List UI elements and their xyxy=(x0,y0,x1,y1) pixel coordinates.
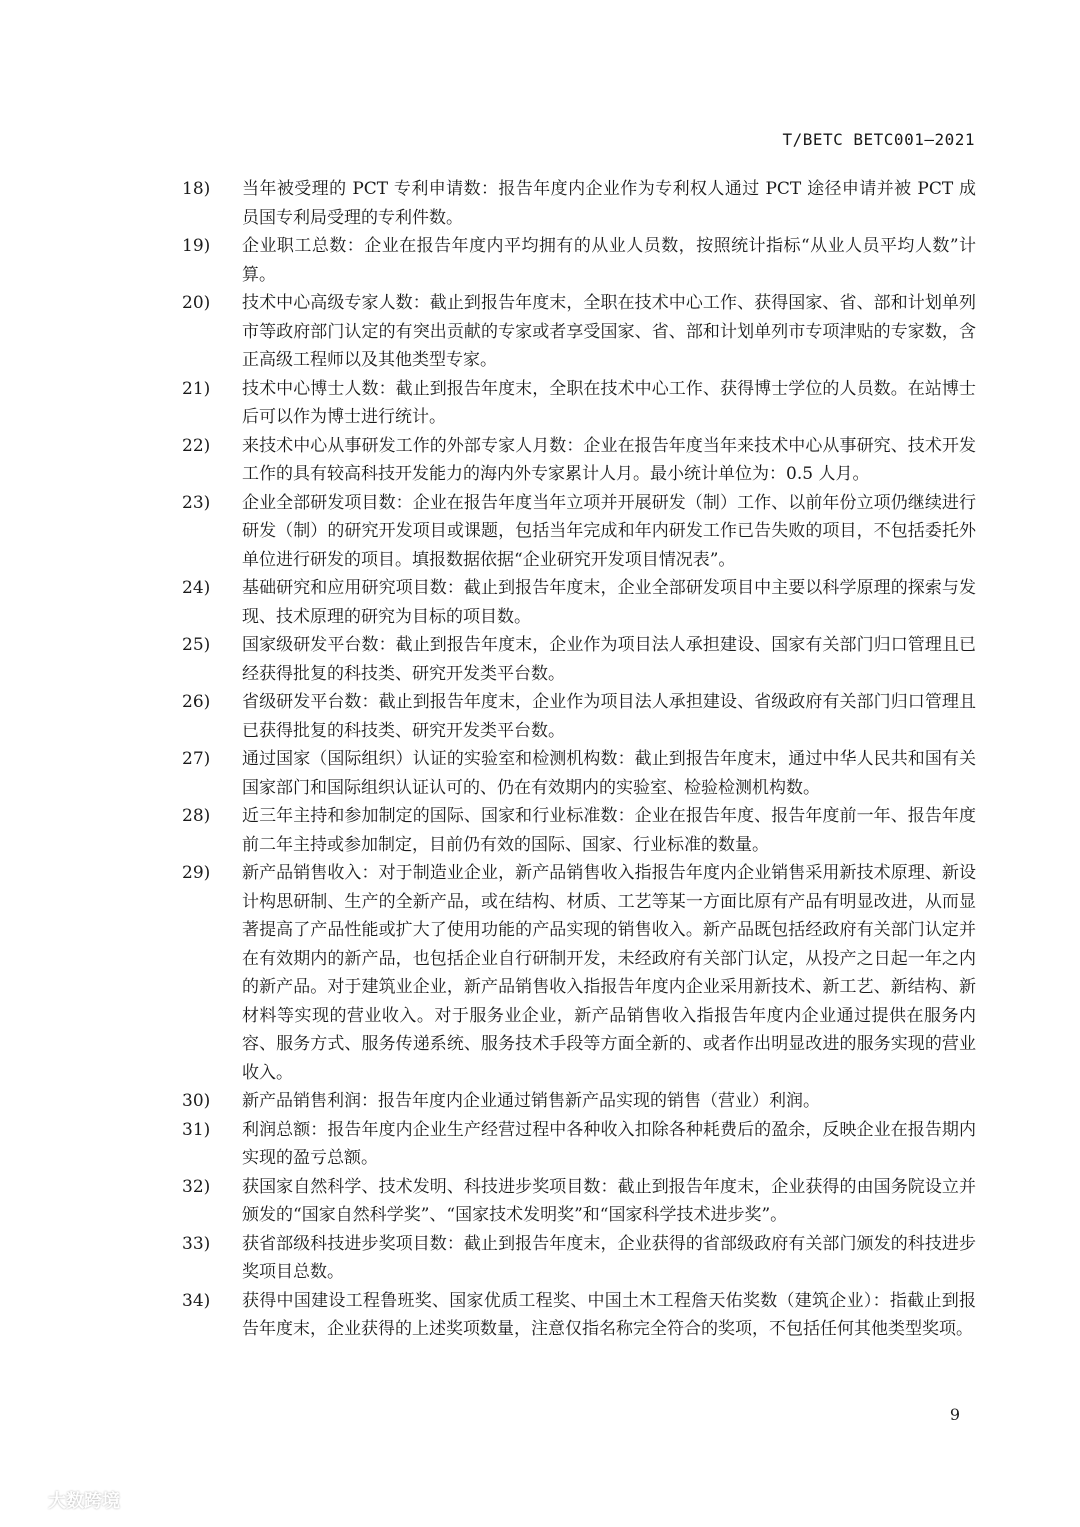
item-number: 28) xyxy=(182,806,211,826)
item-number: 25) xyxy=(182,635,211,655)
item-text: 技术中心高级专家人数：截止到报告年度末，全职在技术中心工作、获得国家、省、部和计划单列市等政府部门认定的有突出贡献的专家或者享受国家、省、部和计划单列市专项津贴的专家数，含正高级工程师以及其他类型专家。 xyxy=(242,293,976,370)
list-item xyxy=(182,1173,976,1230)
item-text: 获国家自然科学、技术发明、科技进步奖项目数：截止到报告年度末，企业获得的由国务院设立并颁发的“国家自然科学奖”、“国家技术发明奖”和“国家科学技术进步奖”。 xyxy=(242,1176,976,1225)
item-text: 利润总额：报告年度内企业生产经营过程中各种收入扣除各种耗费后的盈余，反映企业在报告期内实现的盈亏总额。 xyxy=(242,1119,976,1168)
list-item xyxy=(182,432,976,489)
item-number: 18) xyxy=(182,179,211,199)
page-number: 9 xyxy=(949,1405,960,1424)
list-item xyxy=(182,289,976,375)
item-text: 省级研发平台数：截止到报告年度末，企业作为项目法人承担建设、省级政府有关部门归口管理且已获得批复的科技类、研究开发类平台数。 xyxy=(242,692,976,741)
list-item xyxy=(182,375,976,432)
item-number: 20) xyxy=(182,293,211,313)
item-text: 企业全部研发项目数：企业在报告年度当年立项并开展研发（制）工作、以前年份立项仍继续进行研发（制）的研究开发项目或课题，包括当年完成和年内研发工作已告失败的项目，不包括委托外单位进行研发的项目。填报数据依据“企业研究开发项目情况表”。 xyxy=(242,492,976,570)
list-item xyxy=(182,1087,976,1116)
item-text: 新产品销售利润：报告年度内企业通过销售新产品实现的销售（营业）利润。 xyxy=(242,1091,820,1111)
item-number: 22) xyxy=(182,435,211,456)
item-number: 32) xyxy=(182,1176,211,1197)
item-number: 29) xyxy=(182,863,211,883)
item-text: 获得中国建设工程鲁班奖、国家优质工程奖、中国土木工程詹天佑奖数（建筑企业）：指截止到报告年度末，企业获得的上述奖项数量，注意仅指名称完全符合的奖项，不包括任何其他类型奖项。 xyxy=(242,1290,976,1339)
definition-list xyxy=(182,175,976,1344)
item-number: 23) xyxy=(182,492,211,513)
item-number: 34) xyxy=(182,1290,211,1311)
list-item xyxy=(182,745,976,802)
item-number: 24) xyxy=(182,578,211,598)
list-item xyxy=(182,1230,976,1287)
list-item xyxy=(182,859,976,1087)
list-item xyxy=(182,631,976,688)
item-number: 26) xyxy=(182,692,211,712)
item-text: 国家级研发平台数：截止到报告年度末，企业作为项目法人承担建设、国家有关部门归口管理且已经获得批复的科技类、研究开发类平台数。 xyxy=(242,635,976,684)
list-item xyxy=(182,1287,976,1344)
watermark xyxy=(12,1487,120,1513)
item-text: 基础研究和应用研究项目数：截止到报告年度末，企业全部研发项目中主要以科学原理的探索与发现、技术原理的研究为目标的项目数。 xyxy=(242,578,976,627)
item-text: 通过国家（国际组织）认证的实验室和检测机构数：截止到报告年度末，通过中华人民共和国有关国家部门和国际组织认证认可的、仍在有效期内的实验室、检验检测机构数。 xyxy=(242,749,976,798)
list-item xyxy=(182,232,976,289)
item-text: 新产品销售收入：对于制造业企业，新产品销售收入指报告年度内企业销售采用新技术原理、新设计构思研制、生产的全新产品，或在结构、材质、工艺等某一方面比原有产品有明显改进，从而显著提高了产品性能或扩大了使用功能的产品实现的销售收入。新产品既包括经政府有关部门认定并在有效期内的新产品，也包括企业自行研制开发，未经政府有关部门认定，从投产之日起一年之内的新产品。对于建筑业企业，新产品销售收入指报告年度内企业采用新技术、新工艺、新结构、新材料等实现的营业收入。对于服务业企业，新产品销售收入指报告年度内企业通过提供在服务内容、服务方式、服务传递系统、服务技术手段等方面全新的、或者作出明显改进的服务实现的营业收入。 xyxy=(242,863,976,1083)
item-text: 获省部级科技进步奖项目数：截止到报告年度末，企业获得的省部级政府有关部门颁发的科技进步奖项目总数。 xyxy=(242,1233,976,1282)
item-number: 21) xyxy=(182,378,211,399)
list-item xyxy=(182,175,976,232)
list-item xyxy=(182,1116,976,1173)
item-text: 近三年主持和参加制定的国际、国家和行业标准数：企业在报告年度、报告年度前一年、报告年度前二年主持或参加制定，目前仍有效的国际、国家、行业标准的数量。 xyxy=(242,806,976,855)
list-item xyxy=(182,574,976,631)
item-number: 19) xyxy=(182,236,211,256)
list-item xyxy=(182,489,976,575)
watermark-text: 大数跨境 xyxy=(48,1491,120,1512)
item-number: 33) xyxy=(182,1233,211,1254)
item-text: 当年被受理的 PCT 专利申请数：报告年度内企业作为专利权人通过 PCT 途径申请并被 PCT 成员国专利局受理的专利件数。 xyxy=(242,179,976,228)
list-item xyxy=(182,802,976,859)
document-code: T/BETC BETC001—2021 xyxy=(782,130,975,149)
list-item xyxy=(182,688,976,745)
watermark-logo-icon xyxy=(12,1489,42,1511)
item-text: 企业职工总数：企业在报告年度内平均拥有的从业人员数，按照统计指标“从业人员平均人数”计算。 xyxy=(242,236,976,285)
item-number: 27) xyxy=(182,749,211,769)
item-text: 来技术中心从事研发工作的外部专家人月数：企业在报告年度当年来技术中心从事研究、技术开发工作的具有较高科技开发能力的海内外专家累计人月。最小统计单位为：0.5 人月。 xyxy=(242,435,976,484)
item-number: 30) xyxy=(182,1091,211,1111)
item-text: 技术中心博士人数：截止到报告年度末，全职在技术中心工作、获得博士学位的人员数。在站博士后可以作为博士进行统计。 xyxy=(242,378,976,427)
item-number: 31) xyxy=(182,1119,211,1140)
